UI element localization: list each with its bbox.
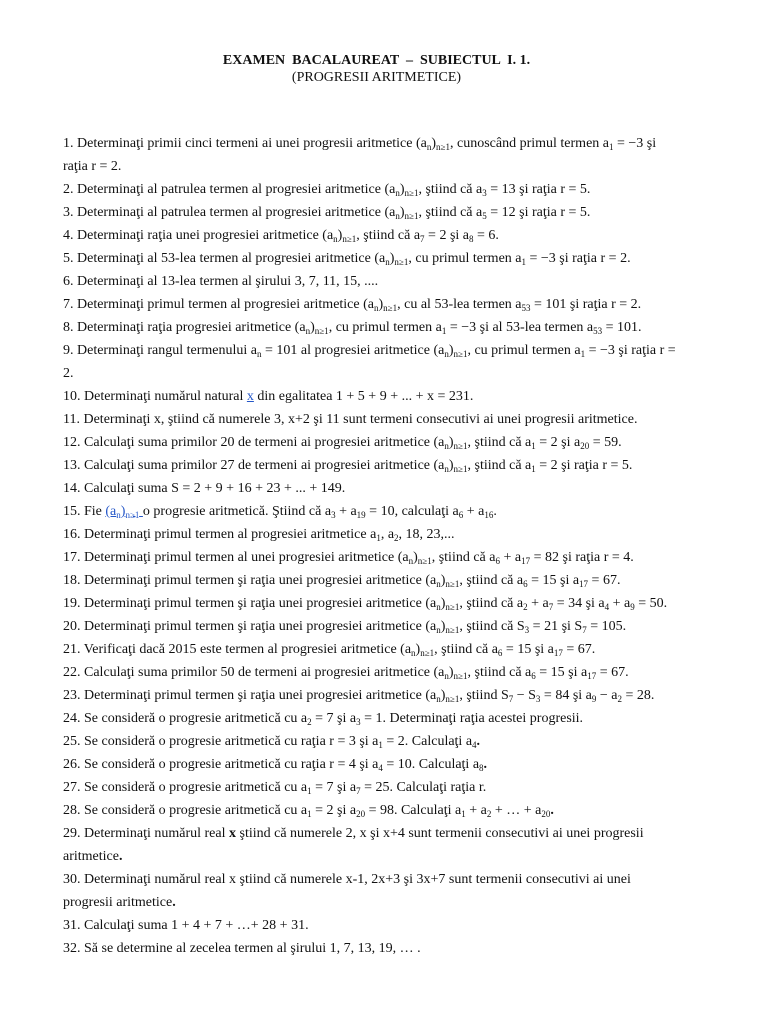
problem-line: 27. Se consideră o progresie aritmetică cu $a_1 = 7$ şi $a_7 = 25$. Calculaţi raţia r. [63, 780, 487, 796]
problem-item [63, 431, 753, 454]
problem-item [63, 615, 753, 638]
problem-line: 23. Determinaţi primul termen şi raţia unei progresiei aritmetice $(a_n)_{n\ge 1}$, ştiind $S_7 - S_3 = 84$ şi $a_9 - a_2 = 28$. [63, 688, 655, 704]
subscript: n≥1 [445, 579, 460, 589]
document-header [63, 52, 690, 86]
problem-line: 32. Să se determine al zecelea termen al şirului 1, 7, 13, 19, … . [63, 941, 421, 956]
subscript: 6 [495, 556, 500, 566]
subscript: 20 [580, 441, 590, 451]
subscript: 3 [524, 625, 530, 635]
problem-line: 2. [63, 366, 74, 381]
subscript: n [436, 625, 441, 635]
subscript: 8 [479, 763, 484, 773]
problem-line: 12. Calculaţi suma primilor 20 de termeni ai progresiei aritmetice $(a_n)_{n\ge 1}$, ştiind că $a_1 = 2$ şi $a_{20} = 59$. [63, 435, 622, 451]
problem-item [63, 339, 753, 385]
subscript: 1 [441, 326, 447, 336]
subscript: 9 [591, 694, 597, 704]
subscript: n [444, 441, 449, 451]
problem-item [63, 454, 753, 477]
subscript: n [436, 579, 441, 589]
subscript: 5 [482, 211, 487, 221]
subscript: 6 [523, 579, 528, 589]
subscript: n≥1 [394, 257, 409, 267]
subscript: 6 [458, 510, 464, 520]
bold-text: . [550, 803, 554, 818]
subscript: 3 [356, 717, 361, 727]
subscript: 1 [580, 349, 586, 359]
subscript: 2 [486, 809, 492, 819]
problem-item [63, 477, 753, 500]
problem-item [63, 868, 753, 914]
problem-line: 4. Determinaţi raţia unei progresiei aritmetice $(a_n)_{n\ge 1}$, ştiind că $a_7 = 2$ şi $a_8 = 6$. [63, 228, 499, 244]
problem-item [63, 799, 753, 822]
subscript: 7 [356, 786, 361, 796]
subscript: 17 [521, 556, 531, 566]
problem-item [63, 385, 753, 408]
subscript: 1 [531, 464, 536, 474]
hyperlink[interactable]: $(a_n)_{n\ge 1}$ [105, 504, 140, 520]
problem-item [63, 316, 753, 339]
problem-line: 2. Determinaţi al patrulea termen al progresiei aritmetice $(a_n)_{n\ge 1}$, ştiind că $a_3 = 13$ şi raţia r = 5. [63, 182, 591, 198]
subscript: n≥1 [445, 625, 460, 635]
subscript: 4 [604, 602, 610, 612]
subscript: n [426, 142, 432, 152]
subscript: n≥1 [445, 602, 460, 612]
subscript: 53 [521, 303, 531, 313]
problem-item [63, 661, 753, 684]
subscript: n≥1 [314, 326, 329, 336]
subscript: 1 [376, 533, 381, 543]
subscript: n≥1 [445, 694, 460, 704]
problem-item [63, 132, 753, 178]
problem-item [63, 270, 753, 293]
problem-item [63, 822, 753, 868]
subscript: 1 [378, 740, 383, 750]
subscript: n≥1 [453, 464, 468, 474]
problem-line: aritmetice. [63, 849, 123, 864]
problem-line: 10. Determinaţi numărul natural x din egalitatea 1 + 5 + 9 + ... + x = 231. [63, 389, 474, 404]
problem-line: raţia r = 2. [63, 159, 122, 174]
subscript: 2 [394, 533, 399, 543]
problem-line: 29. Determinaţi numărul real x ştiind că numerele 2, x şi x+4 sunt termenii consecutivi ai unei progresii [63, 826, 644, 841]
subscript: n≥1 [453, 441, 468, 451]
problem-line: 15. Fie $(a_n)_{n\ge 1}$ o progresie aritmetică. Ştiind că $a_3 + a_{19} = 10$, calculaţi $a_6 + a_{16}$. [63, 504, 497, 520]
subscript: n≥1 [404, 188, 419, 198]
subscript: n [395, 211, 400, 221]
subscript: n≥1 [125, 510, 140, 520]
problem-item [63, 684, 753, 707]
problem-item [63, 707, 753, 730]
subscript: 3 [482, 188, 487, 198]
subscript: 4 [378, 763, 383, 773]
problem-item [63, 293, 753, 316]
subscript: n [257, 349, 262, 359]
problem-line: 17. Determinaţi primul termen al unei progresiei aritmetice $(a_n)_{n\ge 1}$, ştiind că $a_6 + a_{17} = 82$ şi raţia r = 4. [63, 550, 634, 566]
subscript: 20 [356, 809, 366, 819]
document-subtitle: (PROGRESII ARITMETICE) [291, 70, 462, 85]
subscript: n [333, 234, 338, 244]
subscript: 2 [307, 717, 312, 727]
problem-line: 22. Calculaţi suma primilor 50 de termeni ai progresiei aritmetice $(a_n)_{n\ge 1}$, ştiind că $a_6 = 15$ şi $a_{17} = 67$. [63, 665, 629, 681]
subscript: 6 [497, 648, 503, 658]
problem-line: 21. Verificaţi dacă 2015 este termen al progresiei aritmetice $(a_n)_{n\ge 1}$, ştiind că $a_6 = 15$ şi $a_{17} = 67$. [63, 642, 596, 658]
problem-list [63, 132, 753, 960]
subscript: 7 [582, 625, 587, 635]
subscript: n [436, 694, 441, 704]
subscript: 1 [609, 142, 614, 152]
problem-line: 19. Determinaţi primul termen şi raţia unei progresiei aritmetice $(a_n)_{n\ge 1}$, ştiind că $a_2 + a_7 = 34$ şi $a_4 + a_9 = 50$. [63, 596, 668, 612]
problem-line: 11. Determinaţi x, ştiind că numerele 3, x+2 şi 11 sunt termeni consecutivi ai unei progresii aritmetice. [63, 412, 638, 427]
subscript: 1 [521, 257, 527, 267]
problem-item [63, 937, 753, 960]
subscript: n≥1 [453, 671, 468, 681]
subscript: n≥1 [436, 142, 450, 152]
subscript: 17 [587, 671, 597, 681]
subscript: 7 [548, 602, 554, 612]
problem-line: 6. Determinaţi al 13-lea termen al şirului 3, 7, 11, 15, .... [63, 274, 379, 289]
problem-line: 25. Se consideră o progresie aritmetică cu raţia r = 3 şi $a_1 = 2$. Calculaţi $a_4$. [63, 734, 481, 750]
subscript: 17 [553, 648, 563, 658]
subscript: n [305, 326, 311, 336]
subscript: 3 [331, 510, 336, 520]
subscript: n≥1 [420, 648, 435, 658]
subscript: n [385, 257, 390, 267]
subscript: 53 [593, 326, 603, 336]
problem-item [63, 638, 753, 661]
subscript: 1 [307, 786, 312, 796]
problem-item [63, 753, 753, 776]
subscript: 1 [531, 441, 536, 451]
subscript: 8 [469, 234, 474, 244]
subscript: n [395, 188, 400, 198]
hyperlink[interactable]: x [246, 389, 254, 404]
problem-line: 18. Determinaţi primul termen şi raţia unei progresiei aritmetice $(a_n)_{n\ge 1}$, ştiind că $a_6 = 15$ şi $a_{17} = 67$. [63, 573, 621, 589]
problem-item [63, 247, 753, 270]
subscript: 6 [531, 671, 536, 681]
problem-item [63, 546, 753, 569]
problem-line: 28. Se consideră o progresie aritmetică cu $a_1 = 2$ şi $a_{20} = 98$. Calculaţi $a_1 + a_2$ + … + $a_{20}$. [63, 803, 554, 819]
subscript: n [444, 464, 449, 474]
subscript: 16 [484, 510, 494, 520]
subscript: 9 [630, 602, 635, 612]
subscript: n≥1 [404, 211, 419, 221]
problem-line: 24. Se consideră o progresie aritmetică cu $a_2 = 7$ şi $a_3 = 1$. Determinaţi raţia acestei progresii. [63, 711, 584, 727]
problem-line: 16. Determinaţi primul termen al progresiei aritmetice $a_1$, $a_2$, 18, 23,... [63, 527, 455, 543]
subscript: 4 [472, 740, 477, 750]
subscript: n [444, 671, 449, 681]
subscript: n [374, 303, 379, 313]
subscript: n [411, 648, 416, 658]
bold-text: . [483, 757, 488, 772]
subscript: 17 [579, 579, 589, 589]
problem-item [63, 592, 753, 615]
problem-line: 8. Determinaţi raţia progresiei aritmetice $(a_n)_{n\ge 1}$, cu primul termen $a_1 = -3$ şi al 53-lea termen $a_{53} = 101$. [63, 320, 642, 336]
problem-line: 5. Determinaţi al 53-lea termen al progresiei aritmetice $(a_n)_{n\ge 1}$, cu primul termen $a_1 = -3$ şi raţia r = 2. [63, 251, 631, 267]
problem-line: 20. Determinaţi primul termen şi raţia unei progresiei aritmetice $(a_n)_{n\ge 1}$, ştiind că $S_3 = 21$ şi $S_7 = 105$. [63, 619, 627, 635]
subscript: 19 [356, 510, 366, 520]
subscript: 2 [617, 694, 622, 704]
subscript: 7 [420, 234, 425, 244]
bold-text: . [476, 734, 481, 749]
problem-line: 31. Calculaţi suma 1 + 4 + 7 + …+ 28 + 31. [63, 918, 309, 933]
problem-item [63, 201, 753, 224]
problem-line: progresii aritmetice. [63, 895, 176, 910]
problem-item [63, 500, 753, 523]
bold-text: . [118, 849, 123, 864]
subscript: 20 [541, 809, 551, 819]
problem-line: 1. Determinaţi primii cinci termeni ai unei progresii aritmetice $(a_n)_{n\ge 1}$, cunoscând primul termen $a_1 = -3$ şi [63, 136, 657, 152]
problem-line: 30. Determinaţi numărul real x ştiind că numerele x-1, 2x+3 şi 3x+7 sunt termenii consecutivi ai unei [63, 872, 631, 887]
problem-item [63, 730, 753, 753]
problem-item [63, 776, 753, 799]
problem-line: 14. Calculaţi suma S = 2 + 9 + 16 + 23 + ... + 149. [63, 481, 346, 496]
subscript: n [436, 602, 441, 612]
problem-item [63, 224, 753, 247]
bold-text: . [172, 895, 176, 910]
problem-line: 13. Calculaţi suma primilor 27 de termeni ai progresiei aritmetice $(a_n)_{n\ge 1}$, ştiind că $a_1 = 2$ şi raţia r = 5. [63, 458, 633, 474]
subscript: n≥1 [417, 556, 432, 566]
subscript: 2 [523, 602, 528, 612]
problem-item [63, 178, 753, 201]
subscript: n≥1 [383, 303, 398, 313]
document-title: EXAMEN BACALAUREAT – SUBIECTUL I. 1. [222, 53, 531, 68]
bold-text: x [229, 826, 236, 841]
subscript: 1 [461, 809, 466, 819]
subscript: n [116, 510, 121, 520]
subscript: 3 [535, 694, 541, 704]
subscript: n≥1 [342, 234, 357, 244]
subscript: n≥1 [453, 349, 468, 359]
subscript: 1 [307, 809, 312, 819]
subscript: n [408, 556, 414, 566]
problem-item [63, 408, 753, 431]
problem-item [63, 914, 753, 937]
problem-line: 3. Determinaţi al patrulea termen al progresiei aritmetice $(a_n)_{n\ge 1}$, ştiind că $a_5 = 12$ şi raţia r = 5. [63, 205, 591, 221]
problem-item [63, 569, 753, 592]
problem-line: 7. Determinaţi primul termen al progresiei aritmetice $(a_n)_{n\ge 1}$, cu al 53-lea termen $a_{53} = 101$ şi raţia r = 2. [63, 297, 642, 313]
problem-item [63, 523, 753, 546]
problem-line: 26. Se consideră o progresie aritmetică cu raţia r = 4 şi $a_4 = 10$. Calculaţi $a_8$. [63, 757, 488, 773]
subscript: n [444, 349, 449, 359]
problem-line: 9. Determinaţi rangul termenului $a_n = 101$ al progresiei aritmetice $(a_n)_{n\ge 1}$, cu primul termen $a_1 = -3$ şi raţia r = [63, 343, 676, 359]
subscript: 7 [508, 694, 514, 704]
